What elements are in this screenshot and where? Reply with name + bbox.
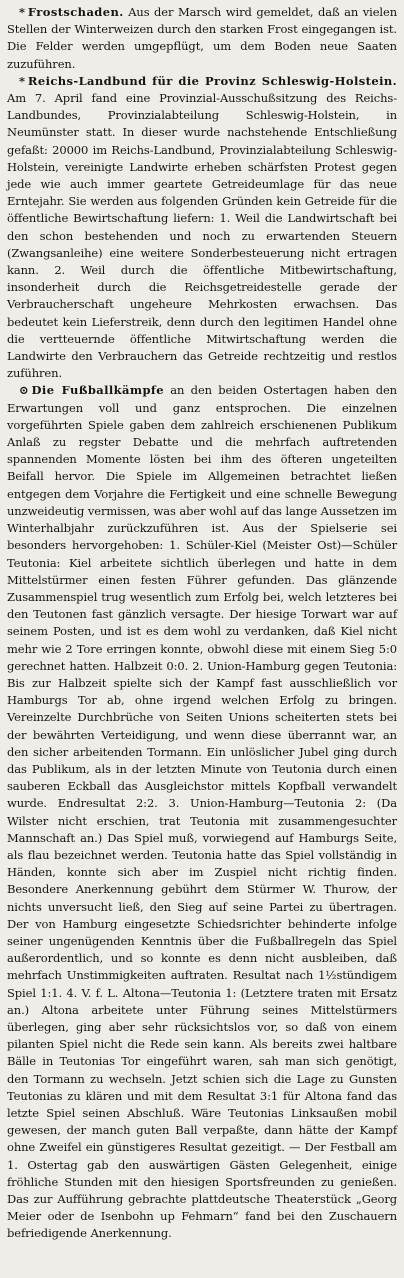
article-headline: Reichs-Landbund für die Provinz Schleswig-Holstein. [27, 73, 397, 88]
asterisk-marker: * [19, 5, 25, 19]
article-headline: Frostschaden. [27, 5, 124, 19]
article-text: an den beiden Ostertagen haben den Erwartungen voll und ganz entsprochen. Die einzelnen vorgeführten Spiele gaben dem zahlreich erschienenen Publikum Anlaß zu regster Debatte und die mehrfach auftretenden spannenden Momente lösten bei ihm des öfteren ungeteilten Beifall hervor. Die Spiele im Allgemeinen betrachtet ließen entgegen dem Vorjahre die Fertigkeit und eine schnelle Bewegung unzweideutig vermissen, was aber wohl auf das lange Aussetzen im Winterhalbjahr zurückzuführen ist. Aus der Spielserie sei besonders hervorgehoben: 1. Schüler-Kiel (Meister Ost)—Schüler Teutonia: Kiel arbeitete sichtlich überlegen und hatte in dem Mittelstürmer einen festen Führer gefunden. Das glänzende Zusammenspiel trug wesentlich zum Erfolg bei, welch letzteres bei den Teutonen fast gänzlich versagte. Der hiesige Torwart war auf seinem Posten, und ist es dem wohl zu verdanken, daß Kiel nicht mehr wie 2 Tore erringen konnte, obwohl diese mit einem Sieg 5:0 gerechnet hatten. Halbzeit 0:0. 2. Union-Hamburg gegen Teutonia: Bis zur Halbzeit spielte sich der Kampf fast ausschließlich vor Hamburgs Tor ab, ohne irgend welchen Erfolg zu bringen. Vereinzelte Durchbrüche von Seiten Unions scheiterten stets bei der bewährten Verteidigung, und wenn diese überrannt war, an den sicher arbeitenden Tormann. Ein unlöslicher Jubel ging durch das Publikum, als in der letzten Minute von Teutonia durch einen sauberen Eckball das Ausgleichstor mittels Kopfball verwandelt wurde. Endresultat 2:2. 3. Union-Hamburg—Teutonia 2: (Da Wilster nicht erschien, trat Teutonia mit zusammengesuchter Mannschaft an.) Das Spiel muß, vorwiegend auf Hamburgs Seite, als flau bezeichnet werden. Teutonia hatte das Spiel vollständig in Händen, konnte sich aber im Zuspiel nicht richtig finden. Besondere Anerkennung gebührt dem Stürmer W. Thurow, der nichts unversucht ließ, den Sieg auf seine Partei zu übertragen. Der von Hamburg eingesetzte Schiedsrichter behinderte infolge seiner ungenügenden Kenntnis über die Fußballregeln das Spiel außerordentlich, und so konnte es denn nicht ausbleiben, daß mehrfach Unstimmigkeiten auftraten. Resultat nach 1½stündigem Spiel 1:1. 4. V. f. L. Altona—Teutonia 1: (Letztere traten mit Ersatz an.) Altona arbeitete unter Führung seines Mittelstürmers überlegen, ging aber sehr rücksichtslos vor, so daß von einem pilanten Spiel nicht die Rede sein kann. Als bereits zwei haltbare Bälle in Teutonias Tor eingeführt waren, sah man sich genötigt, den Tormann zu wechseln. Jetzt schien sich die Lage zu Gunsten Teutonias zu klären und mit dem Resultat 3:1 für Altona fand das letzte Spiel seinen Abschluß. Wäre Teutonias Linksaußen mobil gewesen, der manch guten Ball verpaßte, dann hätte der Kampf ohne Zweifel ein günstigeres Resultat gezeitigt. — Der Festball am 1. Ostertag gab den auswärtigen Gästen Gelegenheit, einige fröhliche Stunden mit den hiesigen Sportsfreunden zu genießen. Das zur Aufführung gebrachte plattdeutsche Theaterstück „Georg Meier oder de Isenbohn up Fehmarn“ fand bei den Zuschauern befriedigende Anerkennung. [7, 383, 397, 1241]
article-frostschaden [7, 4, 397, 73]
article-headline: Die Fußballkämpfe [31, 383, 164, 398]
asterisk-marker: * [19, 73, 25, 88]
circle-dot-marker: ⊙ [19, 383, 29, 398]
article-text: Am 7. April fand eine Provinzial-Ausschußsitzung des Reichs-Landbundes, Provinzialabteilung Schleswig-Holstein, in Neumünster statt. In dieser wurde nachstehende Entschließung gefaßt: 20000 im Reichs-Landbund, Provinzialabteilung Schleswig-Holstein, vereinigte Landwirte erheben schärfsten Protest gegen jede wie auch immer geartete Getreideumlage für das neue Erntejahr. Sie werden aus folgenden Gründen kein Getreide für die öffentliche Bewirtschaftung liefern: 1. Weil die Landwirtschaft bei den schon bestehenden und noch zu erwartenden Steuern (Zwangsanleihe) eine weitere Sonderbesteuerung nicht ertragen kann. 2. Weil durch die öffentliche Mitbewirtschaftung, insonderheit durch die Reichsgetreidestelle gerade der Verbraucherschaft ungeheure Mehrkosten erwachsen. Das bedeutet kein Lieferstreik, denn durch den legitimen Handel ohne die vertteuernde öffentliche Mitwirtschaftung werden die Landwirte den Verbrauchern das Getreide rechtzeitig und restlos zuführen. [7, 91, 397, 381]
newspaper-column [7, 4, 397, 1243]
article-fussballkaempfe [7, 382, 397, 1242]
article-reichslandbund [7, 73, 397, 383]
article-text: Aus der Marsch wird gemeldet, daß an vielen Stellen der Winterweizen durch den starken Frost eingegangen ist. Die Felder werden umgepflügt, um dem Boden neue Saaten zuzuführen. [7, 5, 398, 71]
